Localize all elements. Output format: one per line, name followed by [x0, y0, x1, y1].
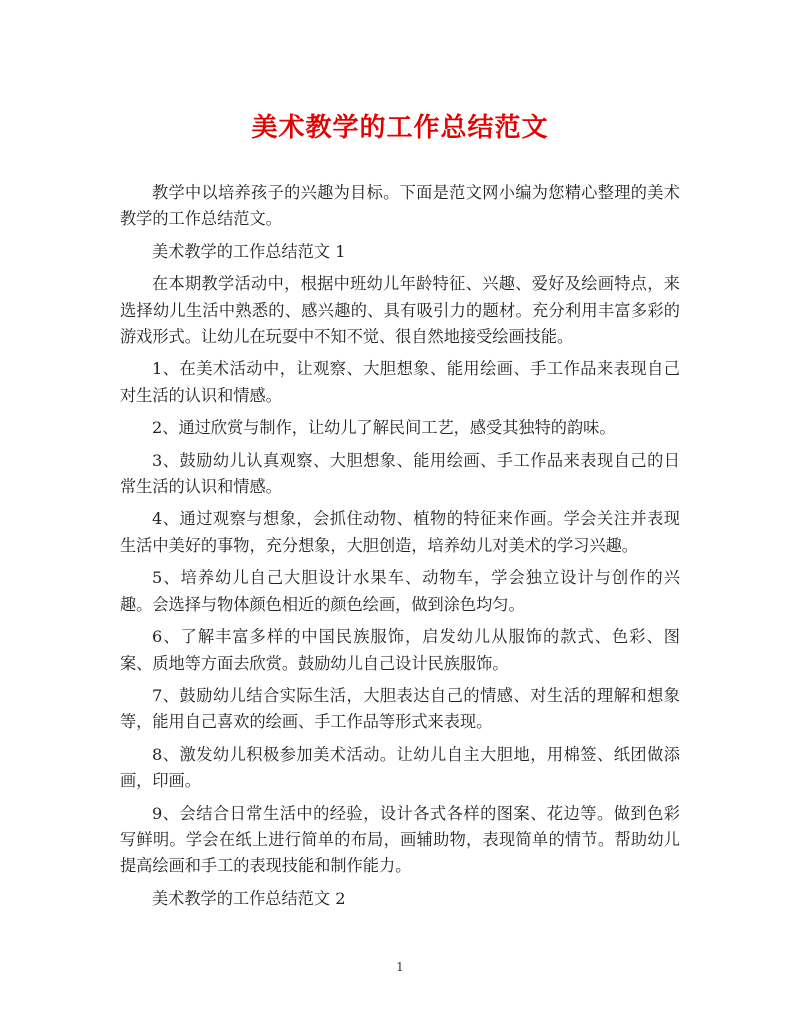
page-number: 1 [396, 960, 404, 974]
document-body [120, 180, 680, 912]
list-item-8: 8、激发幼儿积极参加美术活动。让幼儿自主大胆地，用棉签、纸团做添画，印画。 [120, 744, 680, 791]
list-item-5: 5、培养幼儿自己大胆设计水果车、动物车，学会独立设计与创作的兴趣。会选择与物体颜色相近的颜色绘画，做到涂色均匀。 [120, 568, 680, 614]
list-item-3: 3、鼓励幼儿认真观察、大胆想象、能用绘画、手工作品来表现自己的日常生活的认识和情感。 [120, 450, 680, 497]
document-title: 美术教学的工作总结范文 [251, 113, 549, 143]
list-item-4: 4、通过观察与想象，会抓住动物、植物的特征来作画。学会关注并表现生活中美好的事物，充分想象，大胆创造，培养幼儿对美术的学习兴趣。 [120, 509, 680, 555]
list-item-6: 6、了解丰富多样的中国民族服饰，启发幼儿从服饰的款式、色彩、图案、质地等方面去欣赏。鼓励幼儿自己设计民族服饰。 [120, 627, 680, 673]
body-paragraph: 在本期教学活动中，根据中班幼儿年龄特征、兴趣、爱好及绘画特点，来选择幼儿生活中熟悉的、感兴趣的、具有吸引力的题材。充分利用丰富多彩的游戏形式。让幼儿在玩耍中不知不觉、很自然地接受绘画技能。 [120, 274, 680, 347]
section-heading-1: 美术教学的工作总结范文 1 [152, 241, 346, 261]
list-item-7: 7、鼓励幼儿结合实际生活，大胆表达自己的情感、对生活的理解和想象等，能用自己喜欢的绘画、手工作品等形式来表现。 [120, 685, 680, 732]
list-item-1: 1、在美术活动中，让观察、大胆想象、能用绘画、手工作品来表现自己对生活的认识和情感。 [120, 359, 680, 405]
intro-paragraph: 教学中以培养孩子的兴趣为目标。下面是范文网小编为您精心整理的美术教学的工作总结范文。 [120, 183, 680, 229]
section-heading-2: 美术教学的工作总结范文 2 [152, 888, 346, 908]
list-item-9: 9、会结合日常生活中的经验，设计各式各样的图案、花边等。做到色彩写鲜明。学会在纸上进行简单的布局，画辅助物，表现简单的情节。帮助幼儿提高绘画和手工的表现技能和制作能力。 [120, 803, 680, 876]
list-item-2: 2、通过欣赏与制作，让幼儿了解民间工艺，感受其独特的韵味。 [152, 418, 616, 438]
